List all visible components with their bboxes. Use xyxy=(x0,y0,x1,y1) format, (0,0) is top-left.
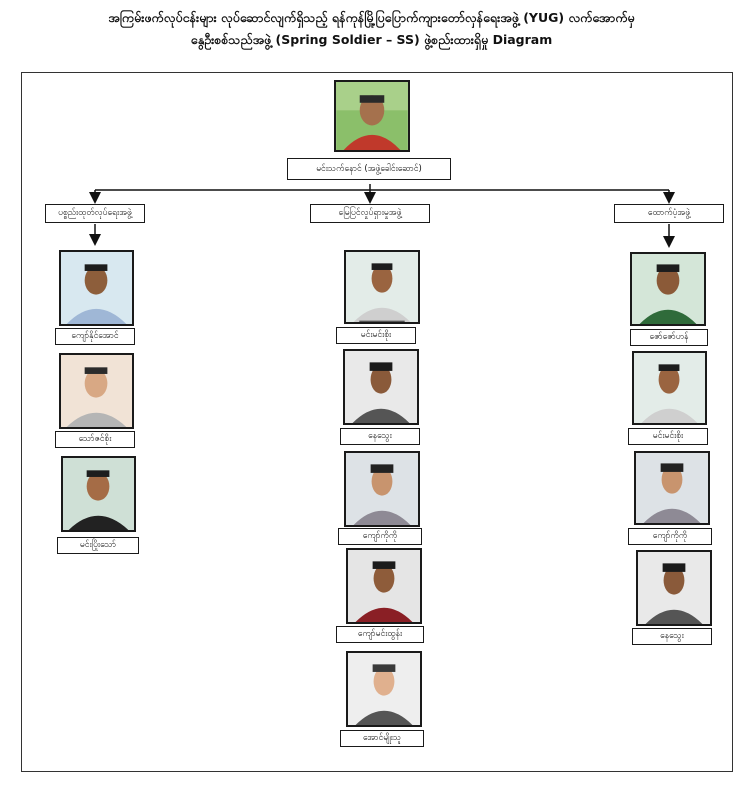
member-photo xyxy=(59,250,134,326)
member-photo xyxy=(636,550,712,626)
member-photo xyxy=(344,250,420,324)
leader-photo xyxy=(334,80,410,152)
group-label-support: ထောက်ပံ့အဖွဲ့ xyxy=(614,204,724,223)
member-label: ဇော်ဇော်ဟန် xyxy=(630,329,708,346)
member-label: ကျော်နိုင်အောင် xyxy=(55,328,135,345)
member-label: နေသွေး xyxy=(340,428,420,445)
member-label: ကျော်မင်းထွန်း xyxy=(336,626,424,643)
leader-label: မင်းသက်နောင် (အဖွဲ့ခေါင်းဆောင်) xyxy=(287,158,451,180)
diagram-title-line2: နွေဦးစစ်သည်အဖွဲ့ (Spring Soldier – SS) ဖွဲ့စည်းထားရှိမှု Diagram xyxy=(190,32,553,47)
member-photo xyxy=(634,451,710,525)
group-label-ground-operations: မြေပြင်လှုပ်ရှားမှုအဖွဲ့ xyxy=(310,204,430,223)
member-photo xyxy=(59,353,134,429)
group-label-production: ပစ္စည်းထုတ်လုပ်ရေးအဖွဲ့ xyxy=(45,204,145,223)
diagram-title-line1: အကြမ်းဖက်လုပ်ငန်းများ လုပ်ဆောင်လျက်ရှိသည့် ရန်ကုန်မြို့ပြပြောက်ကျားတော်လှန်ရေးအဖွဲ့ (YUG) လက်အောက်မှ xyxy=(108,10,635,25)
member-photo xyxy=(61,456,136,532)
member-photo xyxy=(346,651,422,727)
member-label: နေသွေး xyxy=(632,628,712,645)
member-photo xyxy=(344,451,420,527)
member-label: မင်းမင်းစိုး xyxy=(628,428,708,445)
member-label: သော်ဇင်စိုး xyxy=(55,431,135,448)
member-label: မင်းပြိုးသော် xyxy=(57,537,139,554)
member-photo xyxy=(343,349,419,425)
member-label: အောင်မျိုးသူ xyxy=(340,730,424,747)
member-photo xyxy=(346,548,422,624)
member-photo xyxy=(632,351,707,425)
member-label: ကျော်ကိုကို xyxy=(338,528,422,545)
member-label: ကျော်ကိုကို xyxy=(628,528,712,545)
member-label: မင်းမင်းစိုး xyxy=(336,327,416,344)
member-photo xyxy=(630,252,706,326)
